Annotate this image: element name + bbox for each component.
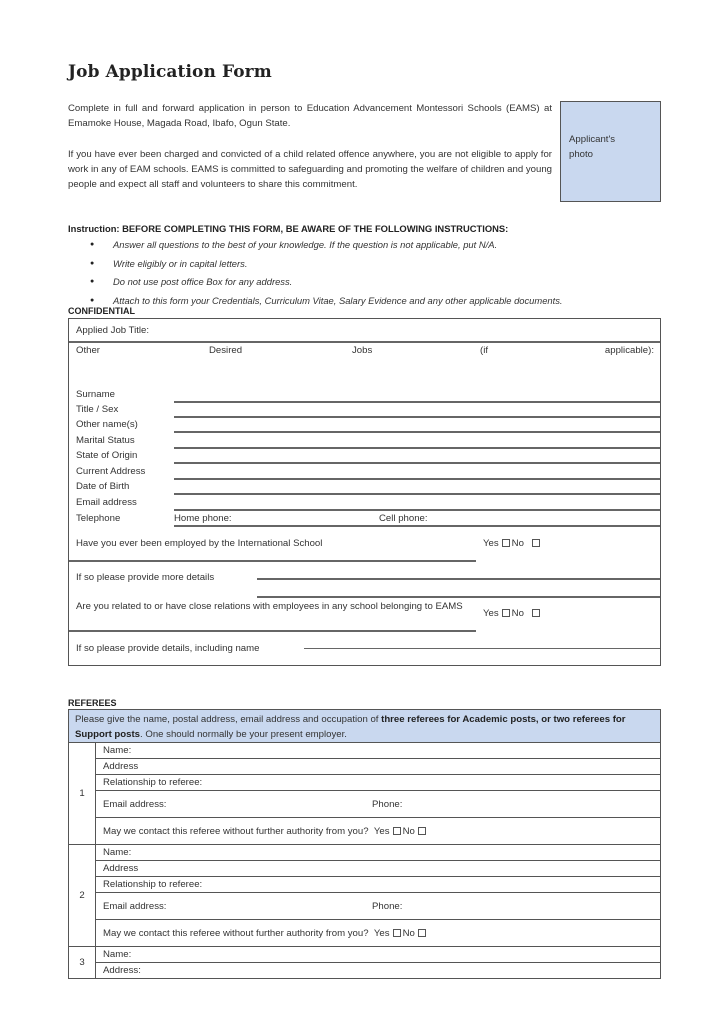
marital-status-field[interactable] — [174, 447, 660, 449]
other-jobs-word: Other — [76, 345, 100, 356]
referee-name-field[interactable]: Name: — [96, 743, 660, 759]
surname-label: Surname — [76, 389, 115, 400]
referee-relationship-field[interactable]: Relationship to referee: — [96, 775, 660, 791]
employed-yes-no: Yes No — [483, 538, 542, 549]
applied-job-title-field[interactable] — [69, 341, 660, 343]
other-names-label: Other name(s) — [76, 419, 138, 430]
state-of-origin-field[interactable] — [174, 462, 660, 464]
referee-name-field[interactable]: Name: — [96, 947, 660, 963]
date-of-birth-field[interactable] — [174, 493, 660, 495]
home-phone-label: Home phone: — [174, 513, 232, 524]
more-details-label: If so please provide more details — [76, 572, 215, 583]
other-jobs-word: Desired — [209, 345, 243, 356]
other-desired-jobs-field[interactable] — [76, 359, 654, 389]
instruction-item: ● Answer all questions to the best of your knowledge. If the question is not applicable, put N/A. — [90, 236, 563, 255]
employed-yes-checkbox[interactable] — [502, 539, 510, 547]
personal-details-box — [68, 318, 661, 666]
telephone-field[interactable] — [174, 525, 660, 527]
other-names-field[interactable] — [174, 431, 660, 433]
referees-table — [68, 742, 661, 979]
referee-relationship-field[interactable]: Relationship to referee: — [96, 877, 660, 893]
instruction-item: ● Attach to this form your Credentials, Curriculum Vitae, Salary Evidence and any other applicable documents. — [90, 292, 563, 311]
employed-divider — [69, 560, 476, 562]
email-address-field[interactable] — [174, 509, 660, 511]
referees-heading: REFEREES — [68, 698, 117, 708]
referee-number: 1 — [69, 743, 96, 844]
referee-number: 2 — [69, 845, 96, 946]
current-address-field[interactable] — [174, 478, 660, 480]
applicant-photo-box[interactable] — [560, 101, 661, 202]
referee-contact-question: May we contact this referee without further authority from you? Yes No — [96, 920, 660, 946]
related-question: Are you related to or have close relations with employees in any school belonging to EAMS — [76, 601, 463, 612]
current-address-label: Current Address — [76, 466, 146, 477]
state-of-origin-label: State of Origin — [76, 450, 138, 461]
more-details-field-2[interactable] — [257, 596, 660, 598]
related-details-field[interactable] — [304, 648, 660, 649]
cell-phone-label: Cell phone: — [379, 513, 428, 524]
instructions-heading: Instruction: BEFORE COMPLETING THIS FORM, BE AWARE OF THE FOLLOWING INSTRUCTIONS: — [68, 223, 509, 234]
telephone-label: Telephone — [76, 513, 121, 524]
title-sex-field[interactable] — [174, 416, 660, 418]
applied-job-title-label: Applied Job Title: — [76, 325, 150, 336]
related-details-label: If so please provide details, including name — [76, 643, 260, 654]
title-sex-label: Title / Sex — [76, 404, 119, 415]
referee-group-1 — [69, 743, 660, 845]
employed-no-checkbox[interactable] — [532, 539, 540, 547]
form-title: Job Application Form — [68, 62, 272, 82]
eligibility-paragraph: If you have ever been charged and convicted of a child related offence anywhere, you are not eligible to apply for work in any of EAM schools. EAMS is committed to safeguarding and promoting the welfare of children and young people and expect all staff and volunteers to share this commitment. — [68, 149, 552, 190]
date-of-birth-label: Date of Birth — [76, 481, 130, 492]
referee-contact-yes-checkbox[interactable] — [393, 827, 401, 835]
instruction-item: ● Write eligibly or in capital letters. — [90, 255, 563, 274]
related-yes-checkbox[interactable] — [502, 609, 510, 617]
referee-contact-no-checkbox[interactable] — [418, 929, 426, 937]
referee-contact-question: May we contact this referee without further authority from you? Yes No — [96, 818, 660, 844]
related-no-checkbox[interactable] — [532, 609, 540, 617]
other-jobs-word: applicable): — [604, 345, 654, 356]
other-jobs-word: (if — [480, 345, 488, 356]
referee-contact-no-checkbox[interactable] — [418, 827, 426, 835]
referee-number: 3 — [69, 947, 96, 978]
surname-field[interactable] — [174, 401, 660, 403]
email-address-label: Email address — [76, 497, 137, 508]
other-jobs-word: Jobs — [352, 345, 373, 356]
referee-address-field[interactable]: Address — [96, 861, 660, 877]
instruction-item: ● Do not use post office Box for any address. — [90, 273, 563, 292]
intro-paragraph: Complete in full and forward application in person to Education Advancement Montessori Schools (EAMS) at Emamoke House, Magada Road, Ibafo, Ogun State. — [68, 103, 552, 129]
referee-address-field[interactable]: Address: — [103, 965, 141, 976]
employed-question: Have you ever been employed by the International School — [76, 538, 323, 549]
referee-contact-yes-checkbox[interactable] — [393, 929, 401, 937]
related-yes-no: Yes No — [483, 608, 542, 619]
more-details-field[interactable] — [257, 578, 660, 580]
related-divider — [69, 630, 476, 632]
photo-label: Applicant's photo — [569, 134, 616, 160]
referee-address-field[interactable]: Address — [96, 759, 660, 775]
referee-group-3 — [69, 947, 660, 978]
instructions-list — [90, 236, 563, 310]
referee-email-phone-row[interactable]: Email address: Phone: — [96, 791, 660, 818]
referee-name-field[interactable]: Name: — [96, 845, 660, 861]
marital-status-label: Marital Status — [76, 435, 135, 446]
referees-note: Please give the name, postal address, email address and occupation of three referees for Academic posts, or two referees for Support posts. One should normally be your present employer. — [68, 709, 661, 742]
referee-email-phone-row[interactable]: Email address: Phone: — [96, 893, 660, 920]
confidential-heading: CONFIDENTIAL — [68, 306, 135, 316]
referee-group-2 — [69, 845, 660, 947]
